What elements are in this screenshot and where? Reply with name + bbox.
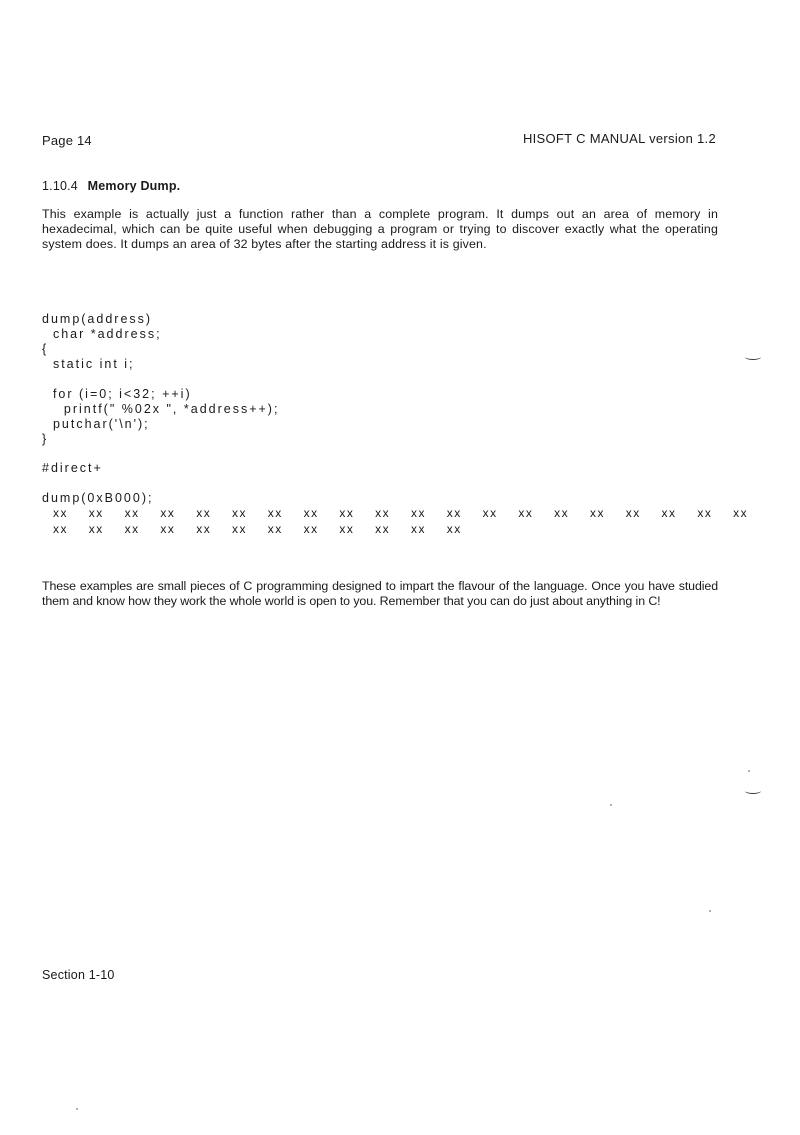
- dump-byte: xx: [375, 506, 391, 520]
- dump-byte: xx: [88, 522, 104, 536]
- dump-byte: xx: [267, 522, 283, 536]
- section-title: Memory Dump.: [87, 179, 181, 193]
- dump-byte: xx: [410, 522, 426, 536]
- dump-byte: xx: [231, 522, 247, 536]
- dump-byte: xx: [53, 506, 68, 520]
- dump-byte: xx: [124, 522, 140, 536]
- dump-byte: xx: [339, 506, 355, 520]
- dump-byte: xx: [697, 506, 713, 520]
- dump-byte: xx: [196, 506, 212, 520]
- compiler-directive: #direct+: [42, 461, 103, 475]
- dump-call: dump(0xB000);: [42, 491, 154, 505]
- scan-speck: [709, 910, 711, 912]
- dump-byte: xx: [625, 506, 641, 520]
- scan-speck: [610, 804, 612, 806]
- code-listing: dump(address) char *address; { static int i; for (i=0; i<32; ++i) printf(" %02x ", *address++); putchar('\n'); }: [42, 312, 280, 446]
- scan-speck: [76, 1108, 78, 1110]
- dump-byte: xx: [231, 506, 247, 520]
- dump-output-row-1: [53, 506, 769, 520]
- dump-byte: xx: [339, 522, 355, 536]
- dump-byte: xx: [303, 506, 319, 520]
- dump-byte: xx: [160, 506, 176, 520]
- scan-mark: [745, 354, 761, 360]
- manual-title: HISOFT C MANUAL version 1.2: [522, 131, 716, 146]
- dump-byte: xx: [160, 522, 176, 536]
- dump-byte: xx: [554, 506, 570, 520]
- dump-byte: xx: [375, 522, 391, 536]
- dump-byte: xx: [267, 506, 283, 520]
- dump-byte: xx: [446, 522, 462, 536]
- scan-speck: [748, 770, 750, 772]
- dump-byte: xx: [410, 506, 426, 520]
- section-footer: Section 1-10: [42, 968, 115, 982]
- scan-mark: [745, 788, 761, 794]
- dump-byte: xx: [303, 522, 319, 536]
- intro-paragraph: This example is actually just a function rather than a complete program. It dumps out an area of memory in hexadecimal, which can be quite useful when debugging a program or trying to discover exactly what the operating system does. It dumps an area of 32 bytes after the starting address it is given.: [42, 207, 718, 251]
- dump-byte: xx: [446, 506, 462, 520]
- closing-paragraph: These examples are small pieces of C programming designed to impart the flavour of the language. Once you have studied them and know how they work the whole world is open to you. Remember that you can do just about anything in C!: [42, 579, 718, 608]
- dump-byte: xx: [733, 506, 749, 520]
- section-heading: [42, 179, 180, 193]
- dump-byte: xx: [53, 522, 68, 536]
- page-number: Page 14: [42, 133, 92, 148]
- dump-byte: xx: [589, 506, 605, 520]
- dump-byte: xx: [196, 522, 212, 536]
- dump-byte: xx: [518, 506, 534, 520]
- dump-byte: xx: [124, 506, 140, 520]
- dump-output-row-2: [53, 522, 483, 536]
- dump-byte: xx: [482, 506, 498, 520]
- section-number: 1.10.4: [42, 179, 78, 193]
- dump-byte: xx: [661, 506, 677, 520]
- dump-byte: xx: [88, 506, 104, 520]
